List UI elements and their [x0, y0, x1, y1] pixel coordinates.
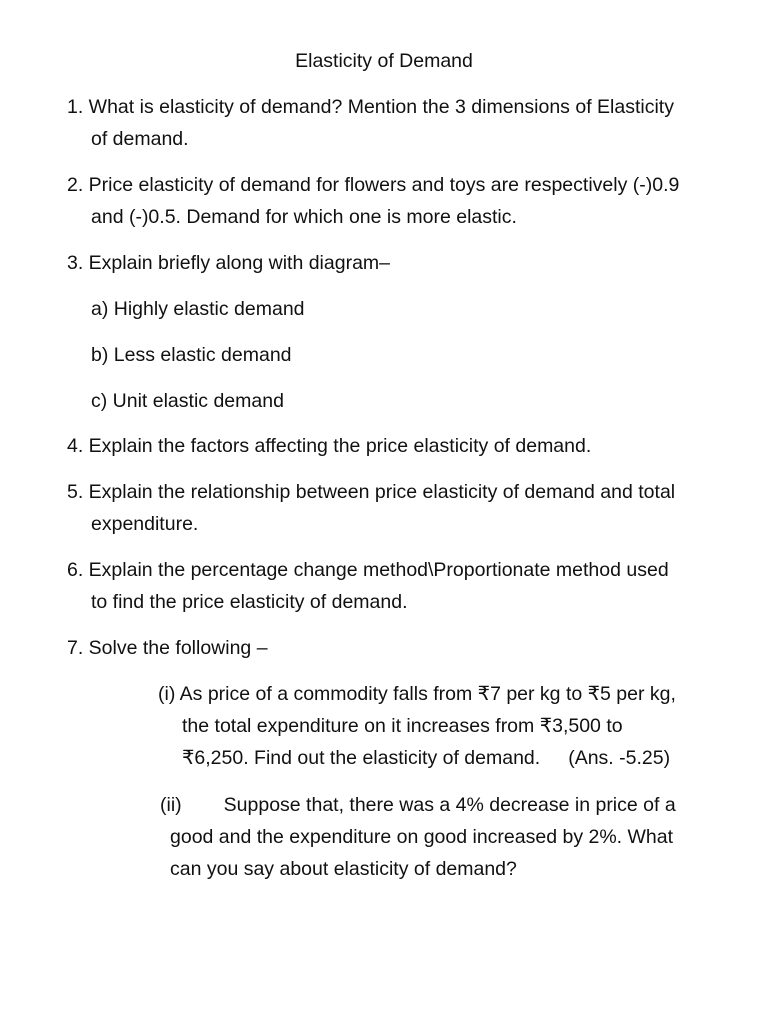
question-7-ii-line-3: can you say about elasticity of demand? — [170, 858, 517, 880]
question-7-ii-line-1 — [160, 793, 676, 817]
page-title: Elasticity of Demand — [295, 50, 473, 72]
question-1-line-2: of demand. — [91, 128, 189, 150]
question-6-line-2: to find the price elasticity of demand. — [91, 591, 408, 613]
question-4-line-1: 4. Explain the factors affecting the price elasticity of demand. — [67, 435, 592, 457]
question-7-i-line-1: (i) As price of a commodity falls from ₹7 per kg to ₹5 per kg, — [158, 683, 676, 705]
question-2-line-1: 2. Price elasticity of demand for flowers and toys are respectively (-)0.9 — [67, 174, 680, 196]
question-3-item-a: a) Highly elastic demand — [91, 298, 305, 320]
question-7-i-answer: (Ans. -5.25) — [568, 747, 671, 769]
question-2-line-2: and (-)0.5. Demand for which one is more elastic. — [91, 206, 517, 228]
question-7-i-line-3 — [182, 746, 670, 770]
question-6-line-1: 6. Explain the percentage change method\Proportionate method used — [67, 559, 669, 581]
question-7-i-line-3-text: ₹6,250. Find out the elasticity of demand. — [182, 747, 541, 769]
question-7-line-1: 7. Solve the following – — [67, 637, 268, 659]
question-3-item-c: c) Unit elastic demand — [91, 390, 284, 412]
question-7-i-line-2: the total expenditure on it increases from ₹3,500 to — [182, 715, 623, 737]
question-5-line-1: 5. Explain the relationship between price elasticity of demand and total — [67, 481, 676, 503]
question-3-line-1: 3. Explain briefly along with diagram– — [67, 252, 391, 274]
question-7-ii-line-2: good and the expenditure on good increased by 2%. What — [170, 826, 674, 848]
question-7-ii-line-1-text: Suppose that, there was a 4% decrease in price of a — [223, 794, 676, 816]
question-3-item-b: b) Less elastic demand — [91, 344, 292, 366]
question-1-line-1: 1. What is elasticity of demand? Mention the 3 dimensions of Elasticity — [67, 96, 674, 118]
question-7-ii-marker: (ii) — [160, 794, 182, 816]
question-5-line-2: expenditure. — [91, 513, 199, 535]
